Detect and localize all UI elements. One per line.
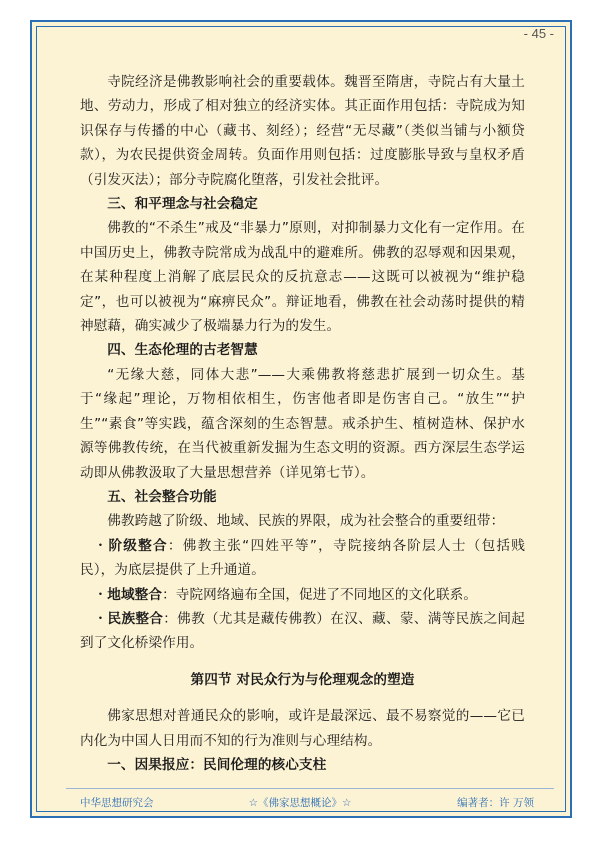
- footer-rule: [66, 788, 554, 789]
- bullet-marker: ・: [93, 537, 109, 554]
- list-item: [80, 607, 525, 656]
- section-heading-ecology: 四、生态伦理的古老智慧: [107, 342, 258, 359]
- bullet-term: 阶级整合: [108, 537, 168, 554]
- bullet-term: 地域整合: [107, 586, 163, 603]
- footer-book-title: ☆《佛家思想概论》☆: [248, 797, 352, 809]
- bullet-text: ：佛教（尤其是藏传佛教）在汉、藏、蒙、满等民族之间起到了文化桥梁作用。: [80, 610, 525, 652]
- page-number: - 45 -: [523, 26, 554, 41]
- list-item: [80, 583, 525, 607]
- bullet-marker: ・: [93, 586, 108, 603]
- list-item: [80, 534, 525, 583]
- paragraph-ecology: “无缘大慈，同体大悲”——大乘佛教将慈悲扩展到一切众生。基于“缘起”理论，万物相依相生，伤害他者即是伤害自己。“放生”“护生”“素食”等实践，蕴含深刻的生态智慧。戒杀护生、植树造林、保护水源等佛教传统，在当代被重新发掘为生态文明的资源。西方深层生态学运动即从佛教汲取了大量思想营养（详见第七节）。: [80, 366, 525, 481]
- footer-publisher: 中华思想研究会: [80, 797, 154, 809]
- document-body: [80, 70, 525, 777]
- paragraph-integration-intro: 佛教跨越了阶级、地域、民族的界限，成为社会整合的重要纽带：: [107, 513, 505, 530]
- chapter-section-title: 第四节 对民众行为与伦理观念的塑造: [190, 671, 415, 688]
- paragraph-peace: 佛教的“不杀生”戒及“非暴力”原则，对抑制暴力文化有一定作用。在中国历史上，佛教寺院常成为战乱中的避难所。佛教的忍辱观和因果观，在某种程度上消解了底层民众的反抗意志——这既可以被视为“维护稳定”，也可以被视为“麻痹民众”。辩证地看，佛教在社会动荡时提供的精神慰藉，确实减少了极端暴力行为的发生。: [80, 220, 525, 335]
- footer-author: 编著者：许 万领: [457, 797, 534, 809]
- bullet-text: ：寺院网络遍布全国，促进了不同地区的文化联系。: [162, 586, 478, 603]
- paragraph-temple-economy: 寺院经济是佛教影响社会的重要载体。魏晋至隋唐，寺院占有大量土地、劳动力，形成了相对独立的经济实体。其正面作用包括：寺院成为知识保存与传播的中心（藏书、刻经）；经营“无尽藏”（类似当铺与小额贷款），为农民提供资金周转。负面作用则包括：过度膨胀导致与皇权矛盾（引发灭法）；部分寺院腐化堕落，引发社会批评。: [80, 74, 525, 188]
- bullet-marker: ・: [93, 610, 108, 627]
- bullet-text: ：佛教主张“四姓平等”，寺院接纳各阶层人士（包括贱民），为底层提供了上升通道。: [80, 537, 525, 579]
- section-heading-integration: 五、社会整合功能: [107, 488, 217, 505]
- section-heading-peace: 三、和平理念与社会稳定: [107, 196, 258, 213]
- paragraph-influence: 佛家思想对普通民众的影响，或许是最深远、最不易察觉的——它已内化为中国人日用而不知的行为准则与心理结构。: [80, 708, 525, 749]
- bullet-term: 民族整合: [107, 610, 164, 627]
- section-heading-karma: 一、因果报应：民间伦理的核心支柱: [107, 756, 327, 773]
